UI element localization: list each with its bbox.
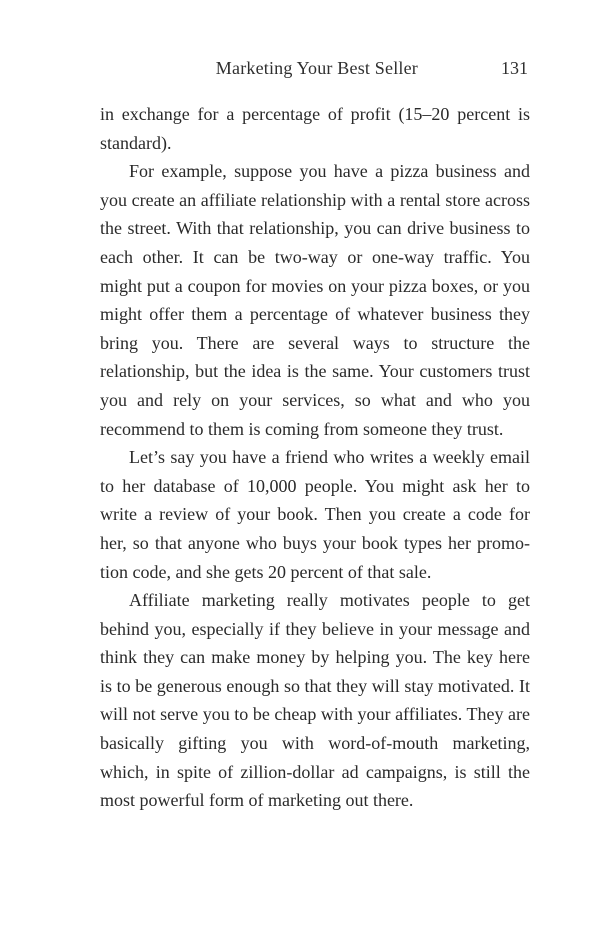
paragraph-pizza-example: For example, suppose you have a pizza business and you create an affiliate relationship with a rental store across the street. With that relationship, you can drive business to each other. It can be two-way or one-way traffic. You might put a coupon for movies on your pizza boxes, or you might offer them a percentage of whatever business they bring you. There are several ways to structure the relationship, but the idea is the same. Your customers trust you and rely on your services, so what and who you recommend to them is coming from someone they trust. [100, 161, 530, 439]
running-title: Marketing Your Best Seller [215, 58, 418, 78]
paragraph-email-friend: Let’s say you have a friend who writes a weekly email to her database of 10,000 people. You might ask her to write a review of your book. Then you create a code for her, so that anyone who buys your book types her promotion code, and she gets 20 percent of that sale. [100, 447, 530, 582]
body-text [100, 100, 530, 815]
paragraph-affiliate-marketing: Affiliate marketing really motivates people to get behind you, especially if they believe in your message and think they can make money by helping you. The key here is to be generous enough so that they will stay motivated. It will not serve you to be cheap with your affiliates. They are basically gifting you with word-of-mouth marketing, which, in spite of zillion-dollar ad campaigns, is still the most powerful form of marketing out there. [100, 590, 530, 811]
page-number: 131 [501, 58, 528, 78]
running-header [100, 55, 530, 81]
paragraph-continuation: in exchange for a percentage of profit (15–20 percent is standard). [100, 104, 530, 153]
